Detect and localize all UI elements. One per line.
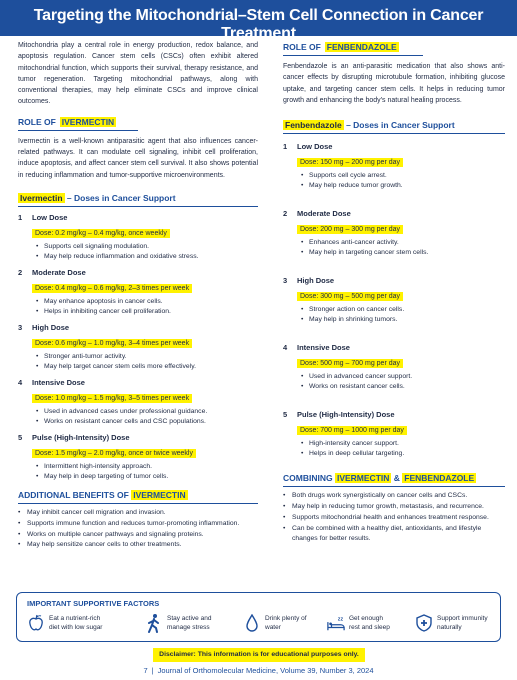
dose-title: Pulse (High-Intensity) Dose bbox=[297, 410, 395, 420]
combining-item: • May help in reducing tumor growth, metastasis, and recurrence. bbox=[283, 502, 505, 513]
support-label: naturally bbox=[437, 624, 462, 631]
dose-amount: Dose: 0.4 mg/kg – 0.6 mg/kg, 2–3 times per week bbox=[32, 284, 192, 293]
dose-amount: Dose: 200 mg – 300 mg per day bbox=[297, 225, 403, 234]
support-label: water bbox=[265, 624, 281, 631]
water-drop-icon bbox=[243, 612, 261, 634]
role-prefix: ROLE OF bbox=[283, 42, 321, 52]
dose-title: Intensive Dose bbox=[297, 343, 350, 353]
role-prefix: ROLE OF bbox=[18, 116, 56, 127]
dose-bullet: • Enhances anti-cancer activity. bbox=[301, 238, 505, 248]
fenbendazole-role-text: Fenbendazole is an anti-parasitic medication that also shows anti-cancer effects by disrupting microtubule formation, inhibiting glucose uptake, and targeting cancer stem cells. It helps in reducing tumor growth and enhancing the body's natural healing process. bbox=[283, 63, 505, 104]
dose-bullet: • Helps in inhibiting cancer cell proliferation. bbox=[36, 307, 258, 317]
dose-item bbox=[283, 410, 505, 459]
ivermectin-doses-suffix: – Doses in Cancer Support bbox=[66, 192, 176, 203]
support-item-immunity bbox=[415, 612, 488, 634]
footer-separator: | bbox=[151, 666, 154, 675]
support-label: manage stress bbox=[167, 624, 210, 631]
intro-paragraph: Mitochondria play a central role in energy production, redox balance, and apoptosis regulation. Cancer stem cells (CSCs) often exhibit altered mitochondrial function, which supports their survival, therapy resistance, and tumor regeneration. Targeting mitochondrial pathways, along with conventional therapies, may help eliminate CSCs and improve clinical outcomes. bbox=[18, 42, 258, 106]
support-label: Support immunity bbox=[437, 615, 488, 622]
journal-citation: Journal of Orthomolecular Medicine, Volume 39, Number 3, 2024 bbox=[157, 666, 374, 675]
dose-bullet: • May help in deep targeting of tumor cells. bbox=[36, 472, 258, 482]
ivermectin-doses-heading bbox=[18, 193, 258, 203]
support-item-active bbox=[145, 612, 211, 634]
dose-amount: Dose: 0.2 mg/kg – 0.4 mg/kg, once weekly bbox=[32, 229, 170, 238]
dose-bullet: • Works on resistant cancer cells. bbox=[301, 382, 505, 392]
dose-bullet: • Helps in deep cellular targeting. bbox=[301, 449, 505, 459]
benefits-heading bbox=[18, 490, 258, 500]
walking-icon bbox=[145, 612, 163, 634]
combining-a-highlight: IVERMECTIN bbox=[336, 473, 390, 484]
heading-rule bbox=[18, 503, 258, 504]
ivermectin-dose-list bbox=[18, 213, 258, 482]
support-item-sleep bbox=[327, 612, 390, 634]
combining-b-highlight: FENBENDAZOLE bbox=[404, 473, 475, 484]
sleep-icon bbox=[327, 612, 345, 634]
support-label: rest and sleep bbox=[349, 624, 390, 631]
combining-list bbox=[283, 491, 505, 545]
dose-number: 4 bbox=[18, 377, 23, 387]
dose-bullet: • May help reduce tumor growth. bbox=[301, 181, 505, 191]
supportive-factors-box bbox=[16, 592, 501, 642]
dose-number: 1 bbox=[283, 142, 288, 152]
benefit-item: • Supports immune function and reduces tumor-promoting inflammation. bbox=[18, 519, 258, 530]
dose-amount: Dose: 300 mg – 500 mg per day bbox=[297, 292, 403, 301]
combining-item: • Can be combined with a healthy diet, antioxidants, and lifestyle changes for better results. bbox=[283, 524, 505, 546]
dose-bullet: • May help in targeting cancer stem cells. bbox=[301, 248, 505, 258]
supportive-factors-title: IMPORTANT SUPPORTIVE FACTORS bbox=[27, 599, 160, 608]
footer bbox=[0, 666, 517, 675]
benefits-list bbox=[18, 508, 258, 551]
dose-item bbox=[283, 142, 505, 191]
right-column bbox=[283, 40, 505, 545]
ivermectin-role-text: Ivermectin is a well-known antiparasitic agent that also influences cancer-related pathways. It can modulate cell signaling, inhibit cell proliferation, induce apoptosis, and affect cancer stem cell survival. It also shows potential in reducing inflammation and tumor-supportive microenvironments. bbox=[18, 137, 258, 179]
dose-number: 4 bbox=[283, 343, 288, 353]
dose-amount: Dose: 0.6 mg/kg – 1.0 mg/kg, 3–4 times per week bbox=[32, 339, 192, 348]
combining-item: • Supports mitochondrial health and enhances treatment response. bbox=[283, 513, 505, 524]
ivermectin-name-highlight: IVERMECTIN bbox=[61, 116, 115, 127]
dose-item bbox=[283, 343, 505, 392]
heading-rule bbox=[18, 206, 258, 207]
benefit-item: • May help sensitize cancer cells to other treatments. bbox=[18, 540, 258, 551]
dose-number: 2 bbox=[18, 267, 23, 277]
support-item-water bbox=[243, 612, 307, 634]
dose-amount: Dose: 1.5 mg/kg – 2.0 mg/kg, once or twice weekly bbox=[32, 449, 196, 458]
dose-bullet: • High-intensity cancer support. bbox=[301, 439, 505, 449]
title-banner bbox=[0, 0, 517, 42]
dose-bullet: • Intermittent high-intensity approach. bbox=[36, 462, 258, 472]
fenbendazole-dose-list bbox=[283, 142, 505, 459]
dose-amount: Dose: 1.0 mg/kg – 1.5 mg/kg, 3–5 times per week bbox=[32, 394, 192, 403]
dose-title: Low Dose bbox=[297, 142, 333, 152]
disclaimer: Disclaimer: This information is for educational purposes only. bbox=[153, 648, 365, 662]
dose-bullet: • May enhance apoptosis in cancer cells. bbox=[36, 297, 258, 307]
page-number: 7 bbox=[143, 666, 148, 675]
combining-heading bbox=[283, 473, 505, 483]
dose-number: 3 bbox=[18, 322, 23, 332]
combining-amp: & bbox=[393, 473, 400, 484]
fenbendazole-role-heading bbox=[283, 42, 505, 52]
ivermectin-doses-name: Ivermectin bbox=[20, 192, 63, 203]
fenbendazole-doses-heading bbox=[283, 120, 505, 130]
dose-bullet: • May help target cancer stem cells more effectively. bbox=[36, 362, 258, 372]
dose-bullet: • May help reduce inflammation and oxidative stress. bbox=[36, 252, 258, 262]
heading-rule bbox=[18, 130, 138, 131]
support-label: Stay active and bbox=[167, 615, 212, 622]
dose-bullet: • Supports cell signaling modulation. bbox=[36, 242, 258, 252]
dose-title: Intensive Dose bbox=[32, 377, 85, 387]
dose-item bbox=[18, 433, 258, 482]
heading-rule bbox=[283, 133, 505, 134]
dose-title: Low Dose bbox=[32, 212, 68, 222]
dose-bullet: • Stronger action on cancer cells. bbox=[301, 305, 505, 315]
ivermectin-role-heading bbox=[18, 117, 258, 127]
dose-title: High Dose bbox=[297, 276, 335, 286]
fenbendazole-doses-suffix: – Doses in Cancer Support bbox=[346, 120, 455, 131]
dose-bullet: • Stronger anti-tumor activity. bbox=[36, 352, 258, 362]
dose-title: Moderate Dose bbox=[32, 267, 86, 277]
support-label: Eat a nutrient-rich bbox=[49, 615, 101, 622]
fenbendazole-name-highlight: FENBENDAZOLE bbox=[326, 42, 397, 52]
svg-text:zz: zz bbox=[337, 616, 344, 623]
benefit-item: • Works on multiple cancer pathways and signaling proteins. bbox=[18, 530, 258, 541]
dose-bullet: • Used in advanced cases under professional guidance. bbox=[36, 407, 258, 417]
support-label: Get enough bbox=[349, 615, 383, 622]
combining-item: • Both drugs work synergistically on cancer cells and CSCs. bbox=[283, 491, 505, 502]
dose-number: 5 bbox=[18, 432, 23, 442]
dose-bullet: • May help in shrinking tumors. bbox=[301, 315, 505, 325]
page-title: Targeting the Mitochondrial–Stem Cell Connection in Cancer Treatment bbox=[33, 7, 484, 42]
heading-rule bbox=[283, 486, 505, 487]
dose-number: 1 bbox=[18, 212, 23, 222]
dose-number: 3 bbox=[283, 276, 288, 286]
dose-amount: Dose: 500 mg – 700 mg per day bbox=[297, 359, 403, 368]
dose-title: Moderate Dose bbox=[297, 209, 351, 219]
benefits-prefix: ADDITIONAL BENEFITS OF bbox=[18, 489, 129, 500]
combining-prefix: COMBINING bbox=[283, 473, 333, 484]
dose-item bbox=[283, 209, 505, 258]
dose-title: High Dose bbox=[32, 322, 70, 332]
apple-icon bbox=[27, 612, 45, 634]
dose-bullet: • Works on resistant cancer cells and CSC populations. bbox=[36, 417, 258, 427]
benefits-name-highlight: IVERMECTIN bbox=[133, 489, 186, 500]
dose-title: Pulse (High-Intensity) Dose bbox=[32, 432, 130, 442]
dose-item bbox=[18, 323, 258, 372]
support-label: Drink plenty of bbox=[265, 615, 307, 622]
fenbendazole-doses-name: Fenbendazole bbox=[285, 120, 342, 131]
dose-item bbox=[18, 378, 258, 427]
dose-item bbox=[283, 276, 505, 325]
support-label: diet with low sugar bbox=[49, 624, 103, 631]
shield-icon bbox=[415, 612, 433, 634]
dose-item bbox=[18, 213, 258, 262]
heading-rule bbox=[283, 55, 423, 56]
left-column bbox=[18, 40, 258, 551]
support-item-diet bbox=[27, 612, 102, 634]
dose-number: 5 bbox=[283, 410, 288, 420]
dose-number: 2 bbox=[283, 209, 288, 219]
dose-bullet: • Supports cell cycle arrest. bbox=[301, 171, 505, 181]
dose-item bbox=[18, 268, 258, 317]
dose-amount: Dose: 150 mg – 200 mg per day bbox=[297, 158, 403, 167]
dose-bullet: • Used in advanced cancer support. bbox=[301, 372, 505, 382]
dose-amount: Dose: 700 mg – 1000 mg per day bbox=[297, 426, 407, 435]
benefit-item: • May inhibit cancer cell migration and invasion. bbox=[18, 508, 258, 519]
